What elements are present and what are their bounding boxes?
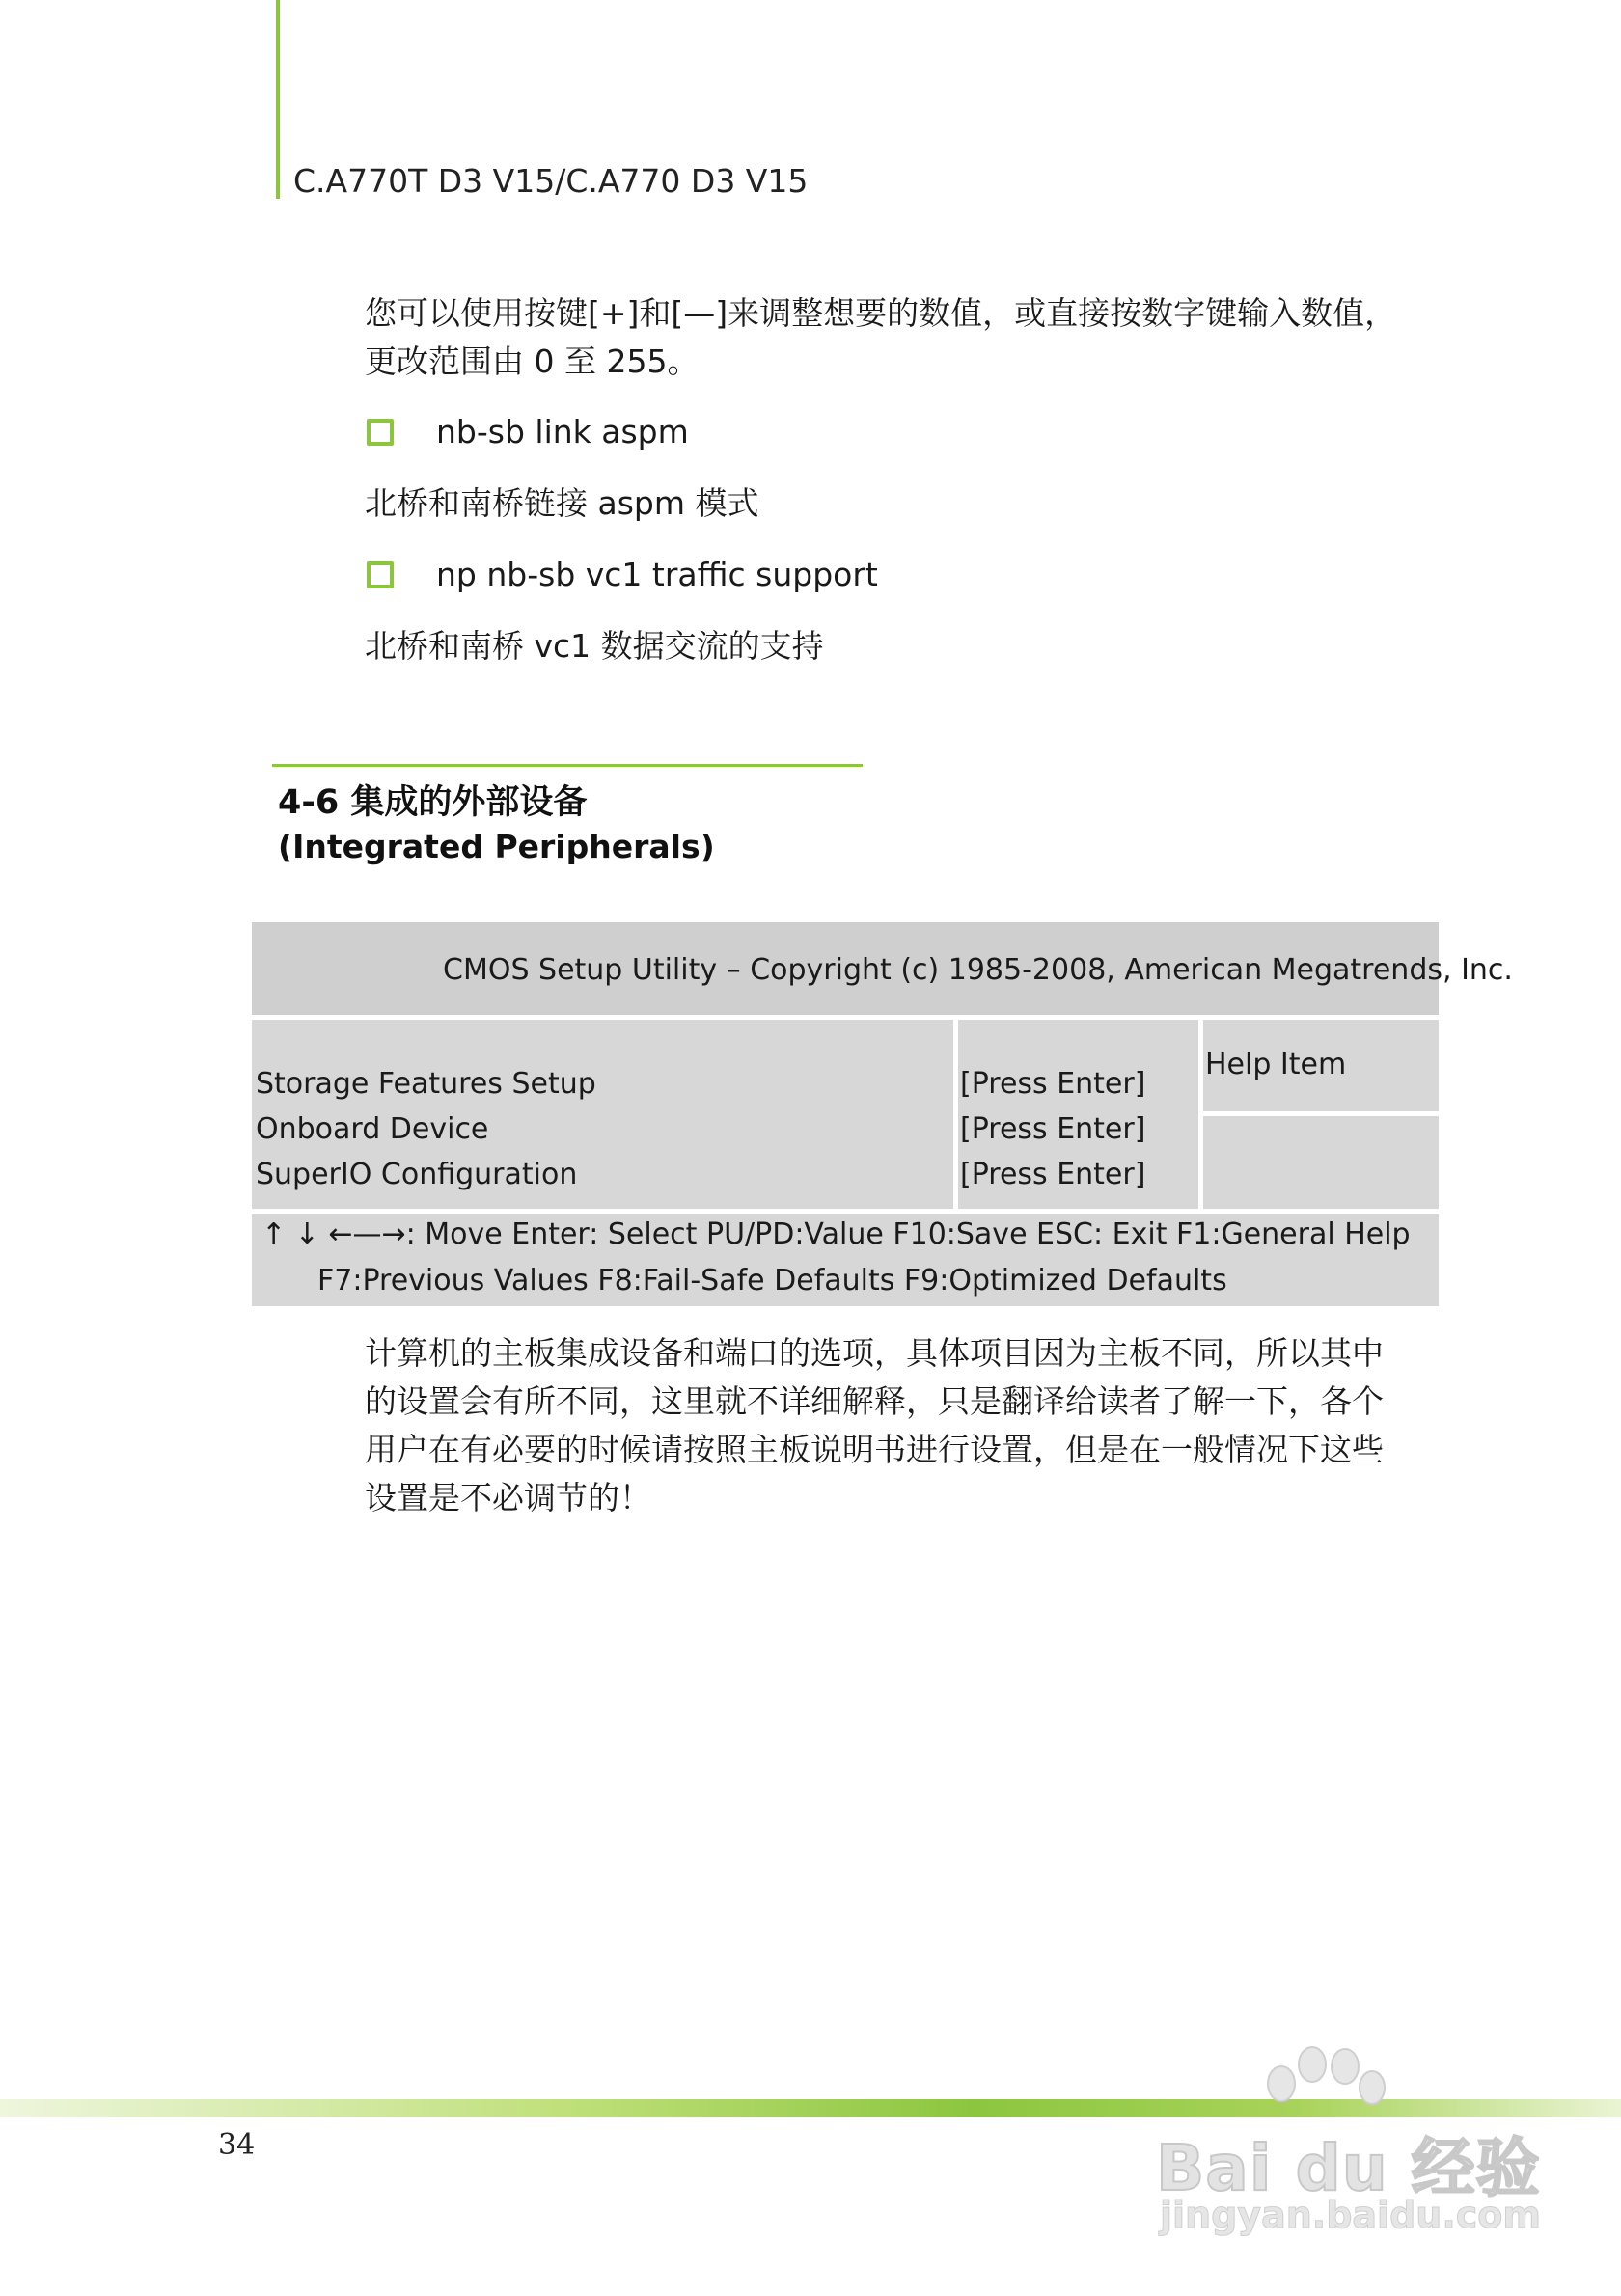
description-line-4: 设置是不必调节的！ bbox=[365, 1479, 651, 1517]
divider bbox=[953, 1020, 958, 1209]
bios-title-bar bbox=[252, 922, 1513, 1015]
watermark-url: jingyan.baidu.com bbox=[1160, 2194, 1541, 2236]
description-line-1: 计算机的主板集成设备和端口的选项，具体项目因为主板不同，所以其中 bbox=[365, 1334, 1384, 1372]
watermark-brand: Bai du 经验 bbox=[1156, 2131, 1541, 2205]
section-accent-rule bbox=[272, 764, 863, 767]
divider bbox=[252, 1015, 1439, 1020]
section-subtitle: (Integrated Peripherals) bbox=[278, 828, 715, 865]
item-vc1-traffic-support bbox=[367, 556, 1235, 598]
document-header-title: C.A770T D3 V15/C.A770 D3 V15 bbox=[293, 162, 809, 200]
description-line-2: 的设置会有所不同，这里就不详细解释，只是翻译给读者了解一下，各个 bbox=[365, 1382, 1384, 1420]
baidu-jingyan-watermark bbox=[1146, 2045, 1552, 2238]
bios-setup-screen bbox=[252, 922, 1513, 1306]
menu-item-superio-configuration[interactable]: SuperIO Configuration bbox=[256, 1158, 578, 1191]
item-nb-sb-link-aspm bbox=[367, 413, 1235, 455]
description-line-3: 用户在有必要的时候请按照主板说明书进行设置，但是在一般情况下这些 bbox=[365, 1431, 1384, 1468]
intro-line-2: 更改范围由 0 至 255。 bbox=[365, 342, 700, 380]
header-accent-rule bbox=[276, 0, 280, 199]
checkbox-bullet-icon bbox=[367, 419, 394, 446]
item-label: nb-sb link aspm bbox=[436, 413, 689, 451]
menu-item-storage-features-setup[interactable]: Storage Features Setup bbox=[256, 1067, 596, 1101]
item-label: np nb-sb vc1 traffic support bbox=[436, 556, 878, 593]
item-description: 北桥和南桥 vc1 数据交流的支持 bbox=[365, 627, 824, 665]
help-item-title: Help Item bbox=[1205, 1048, 1347, 1081]
menu-value: [Press Enter] bbox=[960, 1067, 1146, 1101]
divider bbox=[1203, 1111, 1439, 1116]
key-legend-line-1: ↑ ↓ ←—→: Move Enter: Select PU/PD:Value F10:Save ESC: Exit F1:General Help bbox=[261, 1217, 1411, 1251]
checkbox-bullet-icon bbox=[367, 561, 394, 588]
section-title: 4-6 集成的外部设备 bbox=[278, 783, 588, 822]
menu-value: [Press Enter] bbox=[960, 1158, 1146, 1191]
page-number: 34 bbox=[218, 2128, 256, 2162]
intro-line-1: 您可以使用按键[+]和[—]来调整想要的数值，或直接按数字键输入数值， bbox=[365, 294, 1397, 332]
menu-value: [Press Enter] bbox=[960, 1112, 1146, 1146]
menu-item-onboard-device[interactable]: Onboard Device bbox=[256, 1112, 489, 1146]
item-description: 北桥和南桥链接 aspm 模式 bbox=[365, 484, 759, 522]
bios-title: CMOS Setup Utility – Copyright (c) 1985-2008, American Megatrends, Inc. bbox=[443, 953, 1513, 987]
divider bbox=[252, 1209, 1439, 1214]
paw-print-icon bbox=[1252, 2045, 1397, 2122]
key-legend-line-2: F7:Previous Values F8:Fail-Safe Defaults F9:Optimized Defaults bbox=[317, 1264, 1227, 1298]
